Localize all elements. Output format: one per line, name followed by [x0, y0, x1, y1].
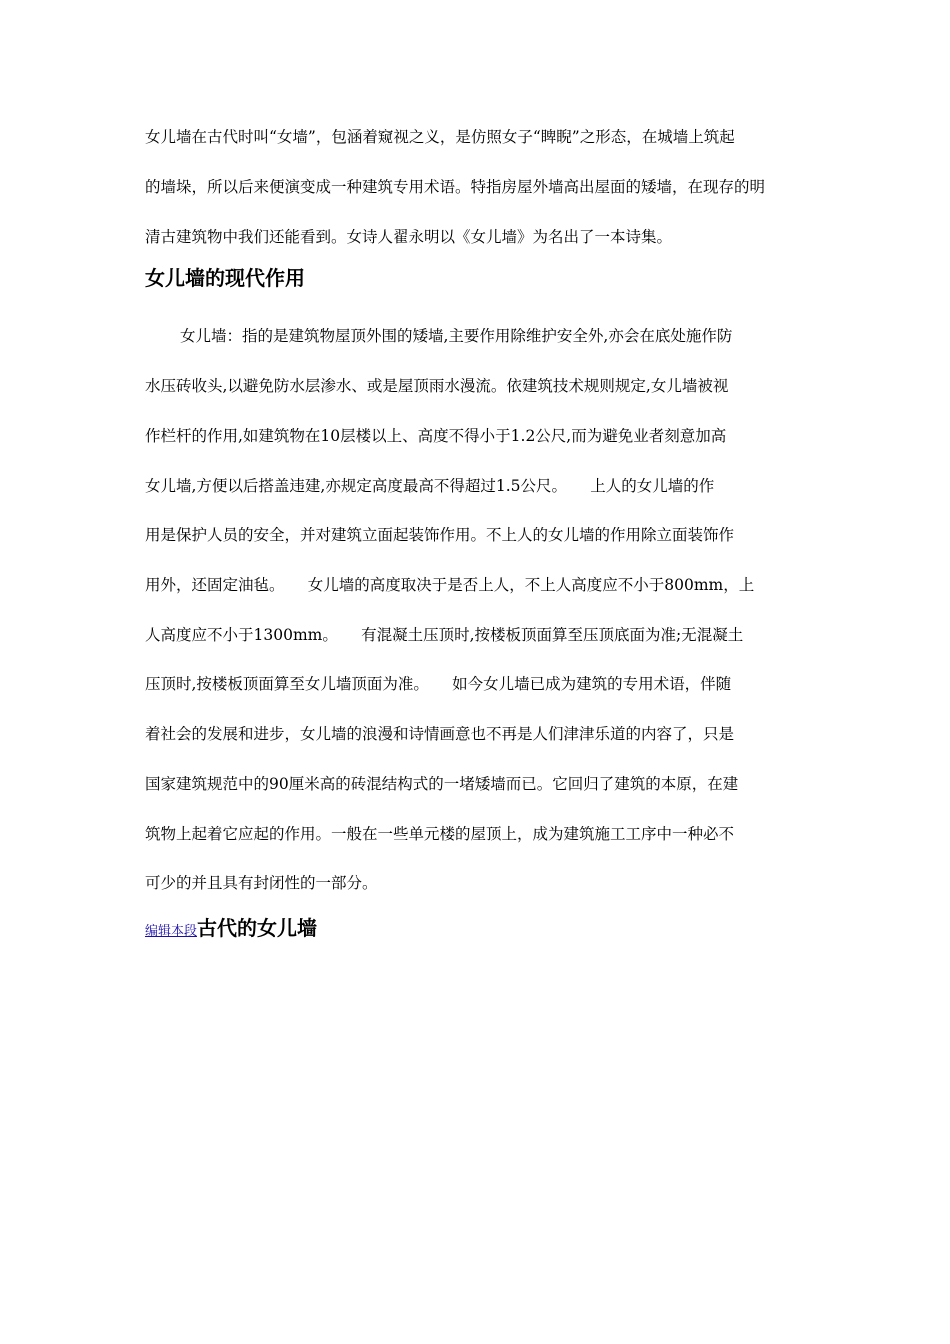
body-line-11: 筑物上起着它应起的作用。一般在一些单元楼的屋顶上，成为建筑施工工序中一种必不: [145, 825, 735, 843]
body-line-9: 着社会的发展和进步，女儿墙的浪漫和诗情画意也不再是人们津津乐道的内容了，只是: [145, 725, 735, 743]
section-heading-ancient: [145, 912, 317, 942]
body-line-1: 女儿墙：指的是建筑物屋顶外围的矮墙,主要作用除维护安全外,亦会在底处施作防: [180, 327, 733, 345]
body-line-6: 用外，还固定油毡。 女儿墙的高度取决于是否上人，不上人高度应不小于800mm，上: [145, 576, 755, 594]
body-line-4: 女儿墙,方便以后搭盖违建,亦规定高度最高不得超过1.5公尺。 上人的女儿墙的作: [145, 477, 715, 495]
body-line-5: 用是保护人员的安全，并对建筑立面起装饰作用。不上人的女儿墙的作用除立面装饰作: [145, 526, 735, 544]
body-line-10: 国家建筑规范中的90厘米高的砖混结构式的一堵矮墙而已。它回归了建筑的本原，在建: [145, 775, 739, 793]
section-title-ancient: 古代的女儿墙: [197, 916, 318, 940]
body-line-2: 水压砖收头,以避免防水层渗水、或是屋顶雨水漫流。依建筑技术规则规定,女儿墙被视: [145, 377, 729, 395]
body-line-8: 压顶时,按楼板顶面算至女儿墙顶面为准。 如今女儿墙已成为建筑的专用术语，伴随: [145, 675, 732, 693]
body-line-3: 作栏杆的作用,如建筑物在10层楼以上、高度不得小于1.2公尺,而为避免业者刻意加高: [145, 427, 727, 445]
body-line-7: 人高度应不小于1300mm。 有混凝土压顶时,按楼板顶面算至压顶底面为准;无混凝土: [145, 626, 744, 644]
body-line-12: 可少的并且具有封闭性的一部分。: [145, 874, 378, 892]
intro-line-1: 女儿墙在古代时叫“女墙”，包涵着窥视之义，是仿照女子“睥睨”之形态，在城墙上筑起: [145, 128, 735, 146]
intro-line-2: 的墙垛，所以后来便演变成一种建筑专用术语。特指房屋外墙高出屋面的矮墙，在现存的明: [145, 178, 766, 196]
edit-section-link[interactable]: 编辑本段: [145, 924, 198, 939]
intro-line-3: 清古建筑物中我们还能看到。女诗人翟永明以《女儿墙》为名出了一本诗集。: [145, 228, 673, 246]
section-heading-modern-function: 女儿墙的现代作用: [145, 266, 305, 290]
